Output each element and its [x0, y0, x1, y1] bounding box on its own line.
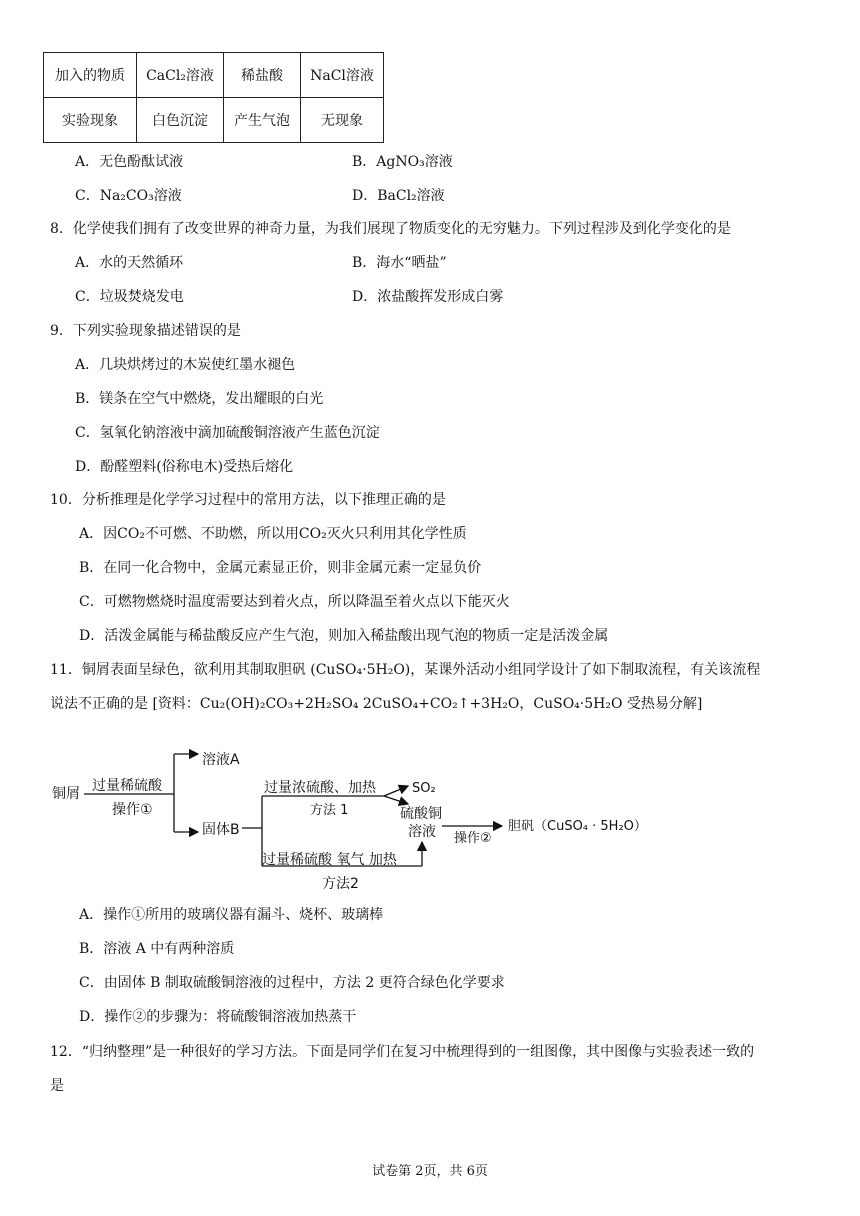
table-cell: 加入的物质 — [44, 53, 137, 98]
table-cell: 白色沉淀 — [137, 98, 224, 143]
flow-arrow — [384, 796, 408, 804]
flow-method2-cond: 过量稀硫酸 氧气 加热 — [262, 852, 397, 868]
q12-line1: 12．“归纳整理”是一种很好的学习方法。下面是同学们在复习中梳理得到的一组图像，其中图像与实验表述一致的 — [50, 1044, 755, 1060]
q10-stem: 10．分析推理是化学学习过程中的常用方法，以下推理正确的是 — [50, 492, 446, 508]
q11-option-c: C．由固体 B 制取硫酸铜溶液的过程中，方法 2 更符合绿色化学要求 — [79, 975, 505, 991]
table-cell: 实验现象 — [44, 98, 137, 143]
flow-solid-b: 固体B — [202, 822, 240, 838]
table-cell: NaCl溶液 — [301, 53, 384, 98]
flow-arrow — [384, 786, 408, 796]
q9-option-d: D．酚醛塑料(俗称电木)受热后熔化 — [75, 459, 294, 475]
table-cell: 稀盐酸 — [224, 53, 301, 98]
flow-product: 胆矾（CuSO₄ · 5H₂O） — [508, 819, 647, 834]
q11-option-b: B．溶液 A 中有两种溶质 — [79, 941, 235, 957]
q7-option-c: C．Na₂CO₃溶液 — [75, 188, 182, 204]
q10-option-b: B．在同一化合物中，金属元素显正价，则非金属元素一定显负价 — [79, 560, 482, 576]
flow-method1: 方法 1 — [310, 803, 349, 818]
q11-option-a: A．操作①所用的玻璃仪器有漏斗、烧杯、玻璃棒 — [79, 907, 384, 923]
q10-option-c: C．可燃物燃烧时温度需要达到着火点，所以降温至着火点以下能灭火 — [79, 594, 510, 610]
q8-stem: 8．化学使我们拥有了改变世界的神奇力量，为我们展现了物质变化的无穷魅力。下列过程涉及到化学变化的是 — [50, 221, 731, 237]
flow-op2: 操作② — [454, 831, 492, 846]
q12-line2: 是 — [50, 1078, 64, 1094]
table-cell: 产生气泡 — [224, 98, 301, 143]
q8-option-b: B．海水“晒盐” — [352, 255, 447, 271]
table-cell: 无现象 — [301, 98, 384, 143]
q8-option-a: A．水的天然循环 — [75, 255, 184, 271]
flow-copper: 铜屑 — [52, 786, 80, 802]
flow-cuso4-line2: 溶液 — [408, 824, 436, 840]
q8-option-d: D．浓盐酸挥发形成白雾 — [352, 289, 504, 305]
q7-option-a: A．无色酚酞试液 — [75, 154, 184, 170]
table-cell: CaCl₂溶液 — [137, 53, 224, 98]
table-row — [44, 98, 384, 143]
q11-stem-line2: 说法不正确的是 [资料：Cu₂(OH)₂CO₃+2H₂SO₄ 2CuSO₄+CO₂↑+3H₂O，CuSO₄·5H₂O 受热易分解] — [50, 696, 703, 712]
q7-option-d: D．BaCl₂溶液 — [352, 188, 445, 204]
flow-so2: SO₂ — [412, 781, 436, 796]
table-row — [44, 53, 384, 98]
flow-cuso4-line1: 硫酸铜 — [400, 806, 442, 822]
q9-stem: 9．下列实验现象描述错误的是 — [50, 323, 241, 339]
q9-option-c: C．氢氧化钠溶液中滴加硫酸铜溶液产生蓝色沉淀 — [75, 425, 380, 441]
q9-option-b: B．镁条在空气中燃烧，发出耀眼的白光 — [75, 391, 324, 407]
q7-option-b: B．AgNO₃溶液 — [352, 154, 453, 170]
q9-option-a: A．几块烘烤过的木炭使红墨水褪色 — [75, 357, 296, 373]
q10-option-d: D．活泼金属能与稀盐酸反应产生气泡，则加入稀盐酸出现气泡的物质一定是活泼金属 — [79, 628, 609, 644]
flow-diagram — [50, 738, 710, 898]
q11-option-d: D．操作②的步骤为：将硫酸铜溶液加热蒸干 — [79, 1009, 357, 1025]
flow-op1: 操作① — [112, 802, 153, 818]
flow-acid1: 过量稀硫酸 — [92, 778, 162, 794]
page-footer: 试卷第 2页，共 6页 — [372, 1164, 488, 1179]
flow-solution-a: 溶液A — [202, 752, 240, 768]
flow-method1-cond: 过量浓硫酸、加热 — [264, 780, 376, 796]
q11-stem-line1: 11．铜屑表面呈绿色，欲利用其制取胆矾 (CuSO₄·5H₂O)，某课外活动小组同学设计了如下制取流程，有关该流程 — [50, 662, 761, 678]
flow-method2: 方法2 — [322, 876, 359, 892]
observation-table — [43, 52, 384, 143]
q10-option-a: A．因CO₂不可燃、不助燃，所以用CO₂灭火只利用其化学性质 — [79, 526, 467, 542]
q8-option-c: C．垃圾焚烧发电 — [75, 289, 184, 305]
